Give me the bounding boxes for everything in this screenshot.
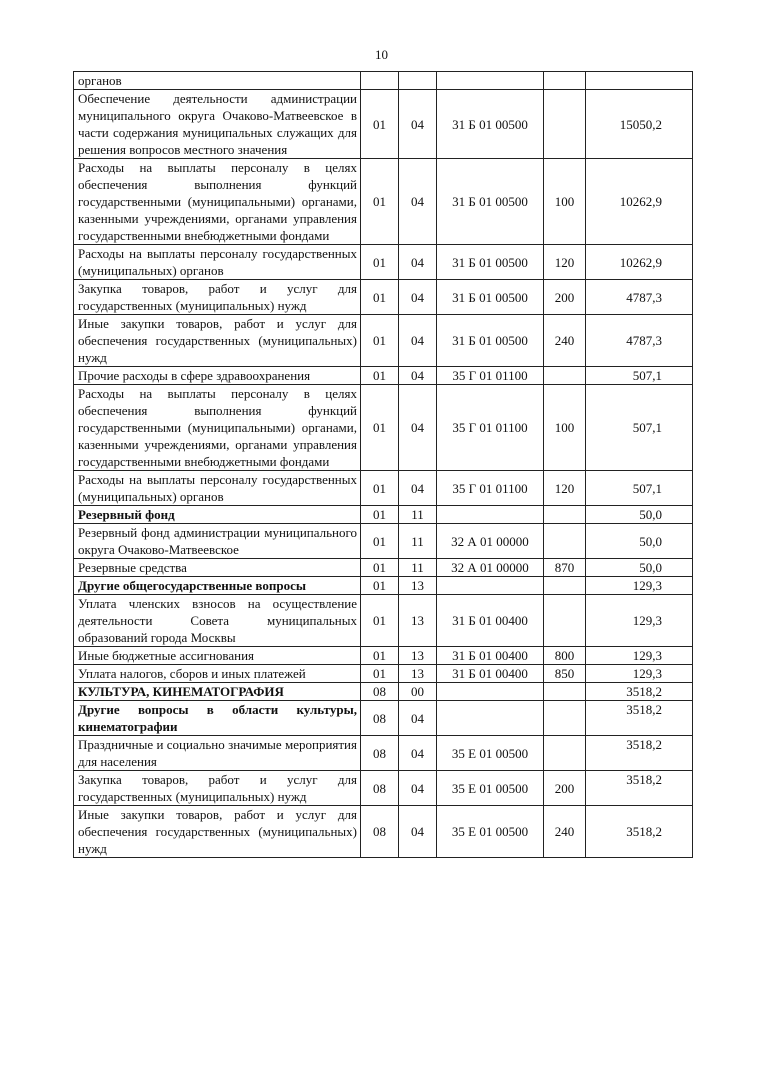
target-article-cell: 31 Б 01 00500	[437, 245, 544, 280]
expense-type-cell: 120	[544, 471, 586, 506]
amount-cell: 50,0	[586, 559, 693, 577]
expense-type-cell: 850	[544, 665, 586, 683]
target-article-cell: 31 Б 01 00500	[437, 159, 544, 245]
subsection-code-cell: 04	[399, 245, 437, 280]
table-row	[74, 771, 693, 806]
row-name-cell: Прочие расходы в сфере здравоохранения	[74, 367, 361, 385]
amount-cell: 4787,3	[586, 315, 693, 367]
subsection-code-cell: 04	[399, 771, 437, 806]
amount-cell: 4787,3	[586, 280, 693, 315]
row-name-cell: КУЛЬТУРА, КИНЕМАТОГРАФИЯ	[74, 683, 361, 701]
row-name-cell: Закупка товаров, работ и услуг для государственных (муниципальных) нужд	[74, 280, 361, 315]
section-code-cell: 01	[361, 315, 399, 367]
target-article-cell: 31 Б 01 00500	[437, 90, 544, 159]
section-code-cell: 08	[361, 701, 399, 736]
expense-type-cell	[544, 524, 586, 559]
section-code-cell: 08	[361, 806, 399, 858]
table-row	[74, 736, 693, 771]
row-name-cell: Резервный фонд администрации муниципального округа Очаково-Матвеевское	[74, 524, 361, 559]
expense-type-cell: 100	[544, 159, 586, 245]
expense-type-cell	[544, 701, 586, 736]
target-article-cell: 31 Б 01 00500	[437, 315, 544, 367]
table-row	[74, 506, 693, 524]
amount-cell: 15050,2	[586, 90, 693, 159]
expense-type-cell	[544, 90, 586, 159]
section-code-cell: 01	[361, 524, 399, 559]
expense-type-cell	[544, 506, 586, 524]
section-code-cell: 08	[361, 683, 399, 701]
table-row	[74, 524, 693, 559]
subsection-code-cell: 04	[399, 385, 437, 471]
target-article-cell: 35 Е 01 00500	[437, 736, 544, 771]
row-name-cell: Уплата налогов, сборов и иных платежей	[74, 665, 361, 683]
amount-cell: 50,0	[586, 506, 693, 524]
amount-cell: 129,3	[586, 647, 693, 665]
amount-cell: 507,1	[586, 385, 693, 471]
expense-type-cell: 100	[544, 385, 586, 471]
table-row	[74, 385, 693, 471]
target-article-cell: 35 Г 01 01100	[437, 471, 544, 506]
table-row	[74, 315, 693, 367]
row-name-cell: Закупка товаров, работ и услуг для государственных (муниципальных) нужд	[74, 771, 361, 806]
amount-cell: 3518,2	[586, 736, 693, 771]
section-code-cell: 01	[361, 471, 399, 506]
budget-table	[73, 71, 693, 858]
target-article-cell	[437, 506, 544, 524]
subsection-code-cell: 04	[399, 90, 437, 159]
section-code-cell: 08	[361, 736, 399, 771]
target-article-cell: 31 Б 01 00500	[437, 280, 544, 315]
section-code-cell: 01	[361, 506, 399, 524]
subsection-code-cell: 13	[399, 577, 437, 595]
table-row	[74, 367, 693, 385]
expense-type-cell: 240	[544, 806, 586, 858]
subsection-code-cell: 13	[399, 665, 437, 683]
subsection-code-cell	[399, 72, 437, 90]
target-article-cell: 35 Е 01 00500	[437, 771, 544, 806]
target-article-cell: 32 А 01 00000	[437, 524, 544, 559]
row-name-cell: Иные бюджетные ассигнования	[74, 647, 361, 665]
target-article-cell: 35 Г 01 01100	[437, 385, 544, 471]
target-article-cell	[437, 577, 544, 595]
target-article-cell: 31 Б 01 00400	[437, 665, 544, 683]
subsection-code-cell: 11	[399, 524, 437, 559]
subsection-code-cell: 04	[399, 315, 437, 367]
target-article-cell: 32 А 01 00000	[437, 559, 544, 577]
expense-type-cell	[544, 367, 586, 385]
row-name-cell: Иные закупки товаров, работ и услуг для обеспечения государственных (муниципальных) нужд	[74, 806, 361, 858]
subsection-code-cell: 11	[399, 506, 437, 524]
row-name-cell: Расходы на выплаты персоналу в целях обеспечения выполнения функций государственными (муниципальными) органами, казенными учреждениями, органами управления государственными внебюджетными фондами	[74, 385, 361, 471]
row-name-cell: Расходы на выплаты персоналу государственных (муниципальных) органов	[74, 471, 361, 506]
table-row	[74, 90, 693, 159]
subsection-code-cell: 04	[399, 736, 437, 771]
expense-type-cell	[544, 736, 586, 771]
subsection-code-cell: 00	[399, 683, 437, 701]
section-code-cell: 01	[361, 385, 399, 471]
target-article-cell: 35 Г 01 01100	[437, 367, 544, 385]
section-code-cell: 01	[361, 647, 399, 665]
table-row	[74, 577, 693, 595]
row-name-cell: Иные закупки товаров, работ и услуг для обеспечения государственных (муниципальных) нужд	[74, 315, 361, 367]
table-row	[74, 665, 693, 683]
expense-type-cell: 800	[544, 647, 586, 665]
amount-cell: 3518,2	[586, 701, 693, 736]
target-article-cell	[437, 72, 544, 90]
amount-cell: 129,3	[586, 665, 693, 683]
target-article-cell: 31 Б 01 00400	[437, 595, 544, 647]
amount-cell	[586, 72, 693, 90]
amount-cell: 507,1	[586, 471, 693, 506]
expense-type-cell	[544, 577, 586, 595]
budget-table-body	[74, 72, 693, 858]
target-article-cell: 35 Е 01 00500	[437, 806, 544, 858]
expense-type-cell: 200	[544, 771, 586, 806]
amount-cell: 3518,2	[586, 683, 693, 701]
table-row	[74, 159, 693, 245]
subsection-code-cell: 13	[399, 647, 437, 665]
section-code-cell: 01	[361, 559, 399, 577]
expense-type-cell: 240	[544, 315, 586, 367]
table-row	[74, 806, 693, 858]
subsection-code-cell: 13	[399, 595, 437, 647]
target-article-cell	[437, 701, 544, 736]
amount-cell: 507,1	[586, 367, 693, 385]
table-row	[74, 647, 693, 665]
expense-type-cell: 120	[544, 245, 586, 280]
row-name-cell: Обеспечение деятельности администрации муниципального округа Очаково-Матвеевское в части содержания муниципальных служащих для решения вопросов местного значения	[74, 90, 361, 159]
amount-cell: 50,0	[586, 524, 693, 559]
expense-type-cell	[544, 72, 586, 90]
section-code-cell: 01	[361, 159, 399, 245]
page-number: 10	[375, 47, 388, 62]
table-row	[74, 683, 693, 701]
row-name-cell: Расходы на выплаты персоналу государственных (муниципальных) органов	[74, 245, 361, 280]
table-row	[74, 280, 693, 315]
subsection-code-cell: 04	[399, 471, 437, 506]
section-code-cell: 01	[361, 665, 399, 683]
table-row	[74, 595, 693, 647]
amount-cell: 10262,9	[586, 245, 693, 280]
table-row	[74, 559, 693, 577]
amount-cell: 10262,9	[586, 159, 693, 245]
section-code-cell: 08	[361, 771, 399, 806]
subsection-code-cell: 04	[399, 280, 437, 315]
subsection-code-cell: 04	[399, 367, 437, 385]
expense-type-cell	[544, 683, 586, 701]
expense-type-cell: 200	[544, 280, 586, 315]
row-name-cell: Резервный фонд	[74, 506, 361, 524]
expense-type-cell: 870	[544, 559, 586, 577]
section-code-cell: 01	[361, 90, 399, 159]
section-code-cell: 01	[361, 245, 399, 280]
table-row	[74, 701, 693, 736]
row-name-cell: Уплата членских взносов на осуществление деятельности Совета муниципальных образований города Москвы	[74, 595, 361, 647]
amount-cell: 3518,2	[586, 806, 693, 858]
target-article-cell	[437, 683, 544, 701]
section-code-cell: 01	[361, 595, 399, 647]
row-name-cell: Резервные средства	[74, 559, 361, 577]
section-code-cell	[361, 72, 399, 90]
section-code-cell: 01	[361, 367, 399, 385]
section-code-cell: 01	[361, 577, 399, 595]
amount-cell: 129,3	[586, 577, 693, 595]
amount-cell: 129,3	[586, 595, 693, 647]
table-row	[74, 471, 693, 506]
row-name-cell: Расходы на выплаты персоналу в целях обеспечения выполнения функций государственными (муниципальными) органами, казенными учреждениями, органами управления государственными внебюджетными фондами	[74, 159, 361, 245]
row-name-cell: органов	[74, 72, 361, 90]
row-name-cell: Другие вопросы в области культуры, кинематографии	[74, 701, 361, 736]
subsection-code-cell: 11	[399, 559, 437, 577]
subsection-code-cell: 04	[399, 806, 437, 858]
amount-cell: 3518,2	[586, 771, 693, 806]
row-name-cell: Праздничные и социально значимые мероприятия для населения	[74, 736, 361, 771]
section-code-cell: 01	[361, 280, 399, 315]
table-row	[74, 72, 693, 90]
table-row	[74, 245, 693, 280]
row-name-cell: Другие общегосударственные вопросы	[74, 577, 361, 595]
target-article-cell: 31 Б 01 00400	[437, 647, 544, 665]
subsection-code-cell: 04	[399, 159, 437, 245]
subsection-code-cell: 04	[399, 701, 437, 736]
expense-type-cell	[544, 595, 586, 647]
